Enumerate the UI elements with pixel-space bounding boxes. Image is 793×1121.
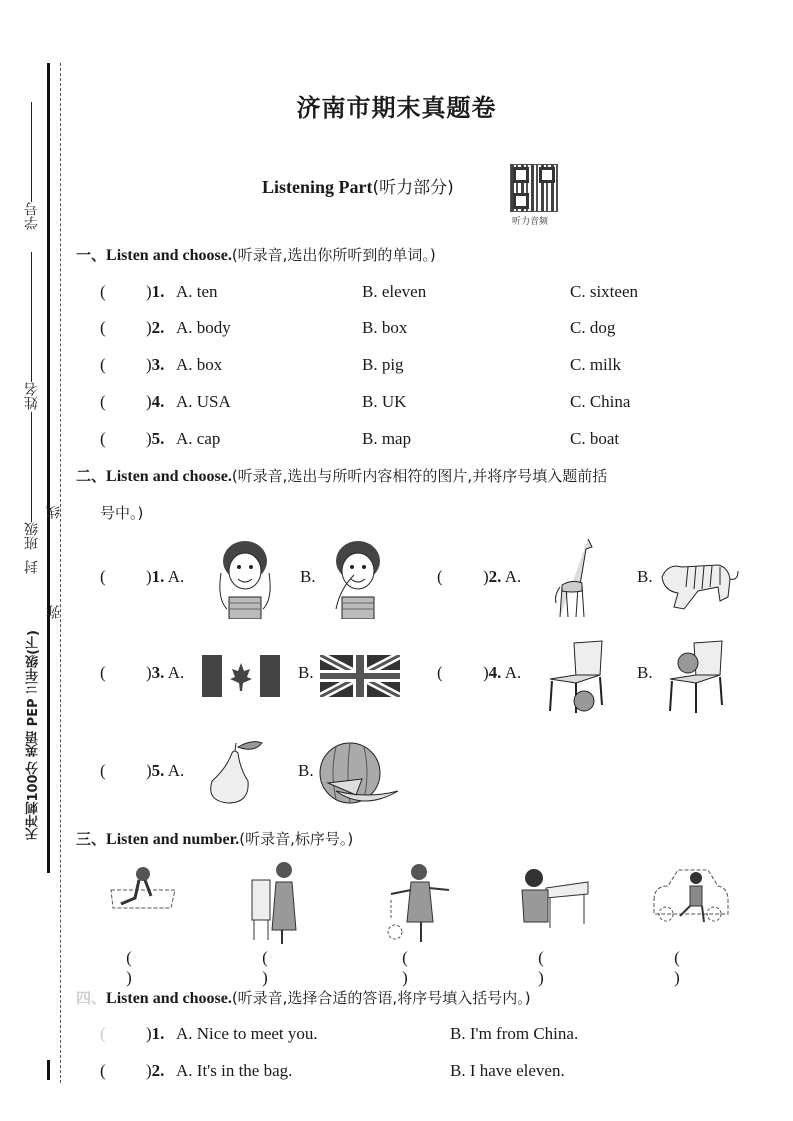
s1-question-1 <box>100 282 700 306</box>
answer-bracket[interactable]: ( ) <box>674 948 706 987</box>
ball-under-chair-image[interactable] <box>546 639 606 715</box>
s3-item-3 <box>378 860 458 987</box>
option-a: A. ten <box>176 282 218 301</box>
section-number: 四、 <box>76 989 107 1007</box>
answer-paren-close: )2. <box>146 318 165 337</box>
option-b: B. box <box>362 318 408 337</box>
option-b: B. pig <box>362 355 404 374</box>
answer-bracket[interactable]: ( ) <box>538 948 570 987</box>
answer-paren-open[interactable]: ( <box>100 761 106 780</box>
canada-flag-image[interactable] <box>202 655 280 697</box>
section2-heading <box>76 465 607 486</box>
ball-on-chair-image[interactable] <box>666 639 726 715</box>
s3-item-5 <box>650 860 730 987</box>
boy-at-desk-image <box>518 860 590 930</box>
option-c: C. boat <box>570 429 620 448</box>
answer-paren-open[interactable]: ( <box>100 429 106 448</box>
option-b: B. map <box>362 429 412 448</box>
option-c: C. China <box>570 392 631 411</box>
answer-bracket[interactable]: ( ) <box>126 948 158 987</box>
answer-paren-close: )2. <box>146 1061 165 1080</box>
uk-flag-image[interactable] <box>320 655 400 697</box>
answer-bracket[interactable]: ( ) <box>402 948 434 987</box>
book-label: 天冲刺100分 英语 PEP 三年级(下) <box>26 630 41 841</box>
girl-with-ball-image <box>383 860 453 946</box>
section-number: 三、 <box>76 830 107 848</box>
girl-sitting-on-desk-image <box>105 860 179 930</box>
boy-in-car-image <box>650 860 730 930</box>
answer-paren-close: )3. <box>146 355 165 374</box>
boy-pointing-nose-image[interactable] <box>326 539 390 619</box>
section4-heading <box>76 987 531 1008</box>
s1-question-2 <box>100 318 700 342</box>
section-title-cn: (听录音,选择合适的答语,将序号填入括号内。) <box>231 989 531 1007</box>
binding-margin <box>0 0 70 1121</box>
student-id-label: 学号 <box>24 202 40 230</box>
tiger-image[interactable] <box>658 557 740 613</box>
s1-question-5 <box>100 429 700 453</box>
option-b-label: B. <box>298 663 314 682</box>
option-b-label: B. <box>637 567 653 586</box>
option-b: B. I have eleven. <box>450 1061 565 1080</box>
option-a: A. body <box>176 318 231 337</box>
option-b-label: B. <box>300 567 316 586</box>
section-number: 二、 <box>76 467 107 485</box>
subtitle-en: Listening Part <box>262 177 373 197</box>
option-a: A. cap <box>176 429 221 448</box>
s1-question-3 <box>100 355 700 379</box>
pear-image[interactable] <box>204 739 266 805</box>
section2-heading-cont: 号中。) <box>100 504 144 522</box>
answer-paren-open[interactable]: ( <box>100 1061 106 1080</box>
seal-label-feng: 封 <box>24 560 40 574</box>
boy-pointing-ears-image[interactable] <box>213 539 277 619</box>
answer-paren-open[interactable]: ( <box>100 318 106 337</box>
girl-beside-chair-image <box>248 860 308 946</box>
option-b: B. I'm from China. <box>450 1024 579 1043</box>
question-label: )2. A. <box>483 567 522 586</box>
question-label: )5. A. <box>146 761 185 780</box>
s3-item-4 <box>514 860 594 987</box>
class-field[interactable] <box>22 400 42 550</box>
qr-code-icon[interactable] <box>510 164 558 212</box>
option-a: A. box <box>176 355 223 374</box>
option-a: A. It's in the bag. <box>176 1061 293 1080</box>
binding-solid-line <box>47 63 50 873</box>
name-label: 姓名 <box>24 382 40 410</box>
seal-label-mi: 弥 <box>46 605 62 619</box>
answer-paren-close: )1. <box>146 1024 165 1043</box>
section-number: 一、 <box>76 246 107 264</box>
question-label: )4. A. <box>483 663 522 682</box>
s3-item-2 <box>238 860 318 987</box>
answer-paren-open[interactable]: ( <box>100 1024 106 1043</box>
section-title-cn: (听录音,标序号。) <box>239 830 354 848</box>
section-title-en: Listen and choose. <box>106 990 232 1007</box>
answer-paren-close: )5. <box>146 429 165 448</box>
section3-heading <box>76 828 353 849</box>
answer-paren-open[interactable]: ( <box>437 663 443 682</box>
answer-paren-open[interactable]: ( <box>100 355 106 374</box>
option-a: A. Nice to meet you. <box>176 1024 318 1043</box>
s4-question-2 <box>100 1061 700 1085</box>
s2-row-1 <box>100 535 750 625</box>
answer-paren-close: )1. <box>146 282 165 301</box>
section1-heading <box>76 244 436 265</box>
option-c: C. dog <box>570 318 616 337</box>
cut-dashed-line <box>60 63 61 1083</box>
section-title-cn: (听录音,选出你所听到的单词。) <box>231 246 436 264</box>
class-label: 班级 <box>24 522 40 550</box>
option-c: C. sixteen <box>570 282 638 301</box>
answer-paren-close: )4. <box>146 392 165 411</box>
subtitle-cn: (听力部分) <box>372 178 454 198</box>
s2-row-2 <box>100 635 750 725</box>
s2-row-3 <box>100 735 750 825</box>
name-field[interactable] <box>22 250 42 410</box>
answer-bracket[interactable]: ( ) <box>262 948 294 987</box>
giraffe-image[interactable] <box>552 535 602 619</box>
option-b: B. eleven <box>362 282 427 301</box>
option-a: A. USA <box>176 392 231 411</box>
section-title-en: Listen and number. <box>106 831 240 848</box>
s3-item-1 <box>102 860 182 987</box>
s4-question-1 <box>100 1024 700 1048</box>
answer-paren-open[interactable]: ( <box>100 282 106 301</box>
qr-label: 听力音频 <box>512 217 549 227</box>
question-label: )3. A. <box>146 663 185 682</box>
question-label: )1. A. <box>146 567 185 586</box>
seal-label-line: 线 <box>46 505 62 519</box>
option-b: B. UK <box>362 392 407 411</box>
answer-paren-open[interactable]: ( <box>100 663 106 682</box>
page-title: 济南市期末真题卷 <box>296 93 497 122</box>
option-c: C. milk <box>570 355 622 374</box>
watermelon-image[interactable] <box>318 735 400 809</box>
binding-solid-line-end <box>47 1060 50 1080</box>
answer-paren-open[interactable]: ( <box>100 392 106 411</box>
section-title-cn: (听录音,选出与所听内容相符的图片,并将序号填入题前括 <box>231 467 608 485</box>
s1-question-4 <box>100 392 700 416</box>
option-b-label: B. <box>637 663 653 682</box>
answer-paren-open[interactable]: ( <box>100 567 106 586</box>
answer-paren-open[interactable]: ( <box>437 567 443 586</box>
section-title-en: Listen and choose. <box>106 247 232 264</box>
section-title-en: Listen and choose. <box>106 468 232 485</box>
option-b-label: B. <box>298 761 314 780</box>
section-subtitle <box>262 173 454 198</box>
